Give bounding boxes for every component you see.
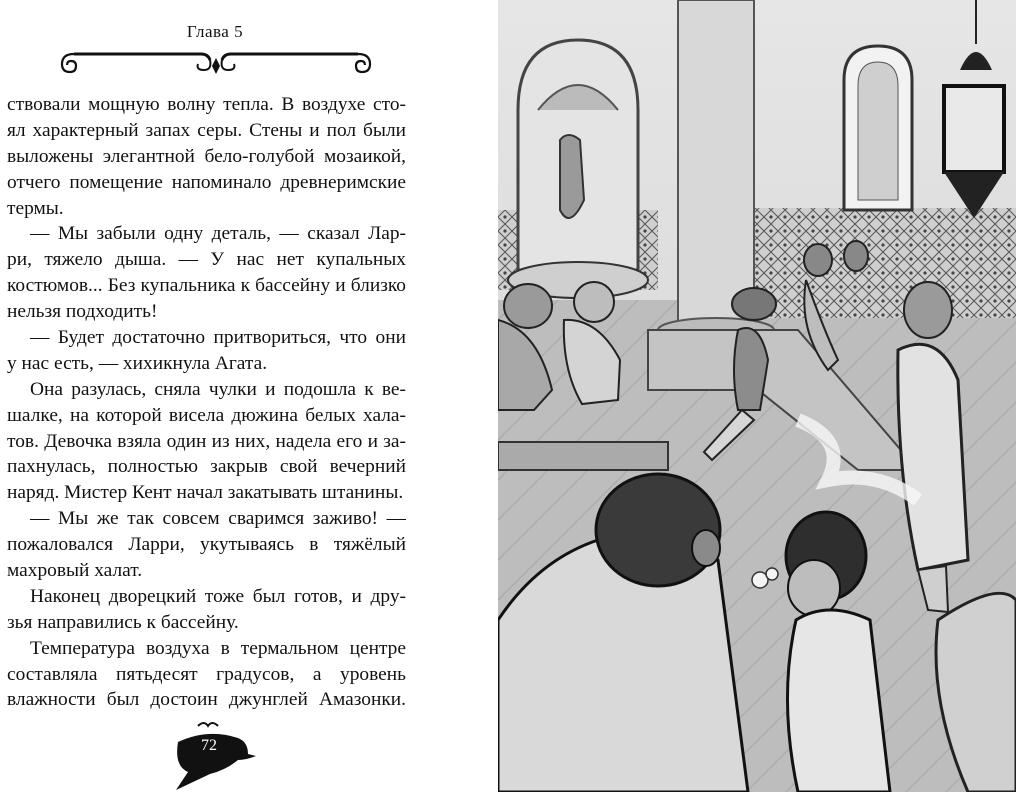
- text-line: — Мы забыли одну деталь, — сказал Лар-: [30, 223, 406, 245]
- text-line: пахнулась, полностью закрыв свой вечерний: [7, 456, 406, 478]
- chapter-body-text: [7, 92, 406, 713]
- text-line: Она разулась, сняла чулки и подошла к ве-: [30, 378, 406, 400]
- text-line: ял характерный запах серы. Стены и пол были: [7, 119, 406, 141]
- text-line: ри, тяжело дыша. — У нас нет купальных: [7, 249, 406, 271]
- text-line: пожаловался Ларри, укутываясь в тяжёлый: [7, 534, 406, 556]
- text-line: Температура воздуха в термальном центре: [30, 637, 406, 659]
- text-line: зья направились к бассейну.: [7, 611, 239, 633]
- text-line: Наконец дворецкий тоже был готов, и дру-: [30, 585, 406, 607]
- text-line: махровый халат.: [7, 560, 143, 582]
- text-line: составляла пятьдесят градусов, а уровень: [7, 663, 406, 685]
- text-line: наряд. Мистер Кент начал закатывать штанины.: [7, 482, 404, 504]
- text-line: — Мы же так совсем сваримся заживо! —: [30, 508, 406, 530]
- left-page: [0, 0, 498, 792]
- text-line: отчего помещение напоминало древнеримские: [7, 171, 406, 193]
- chapter-heading: Глава 5: [186, 22, 244, 41]
- text-line: шалке, на которой висела дюжина белых хала-: [7, 404, 406, 426]
- text-line: ствовали мощную волну тепла. В воздухе сто-: [7, 94, 406, 115]
- text-line: костюмов... Без купальника к бассейну и близко: [7, 275, 406, 297]
- text-line: влажности был достоин джунглей Амазонки.: [7, 689, 406, 711]
- bathhouse-illustration: [498, 0, 1016, 792]
- ornament-divider: [56, 44, 376, 80]
- text-line: выложены элегантной бело-голубой мозаикой,: [7, 145, 406, 167]
- page-number-badge: [168, 720, 258, 792]
- page-number: 72: [201, 737, 217, 754]
- text-line: термы.: [7, 197, 64, 219]
- text-line: — Будет достаточно притвориться, что они: [30, 327, 406, 349]
- text-line: у нас есть, — хихикнула Агата.: [7, 352, 268, 374]
- text-line: нельзя подходить!: [7, 301, 158, 323]
- text-line: тов. Девочка взяла один из них, надела его и за-: [7, 430, 406, 452]
